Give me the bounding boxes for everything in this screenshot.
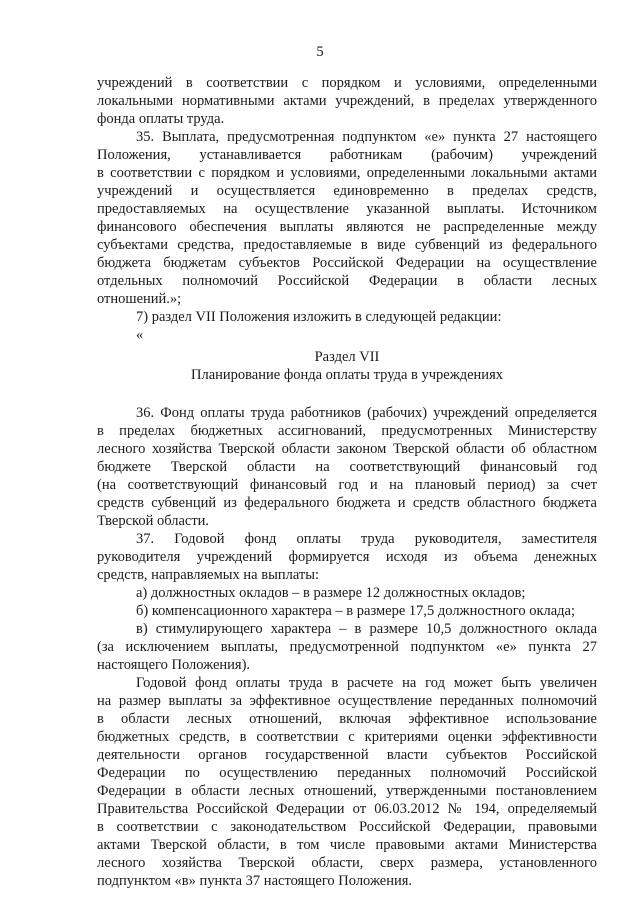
paragraph-p37 <box>97 530 597 674</box>
text-line: лесного хозяйства Тверской области, сверх размера, установленного <box>97 855 597 871</box>
paragraph-p36 <box>97 404 597 530</box>
document-body <box>97 74 597 890</box>
text-line: деятельности органов государственной власти субъектов Российской <box>97 747 597 763</box>
text-line: 37. Годовой фонд оплаты труда руководителя, заместителя <box>136 531 597 547</box>
text-line: бюджете Тверской области на соответствующий финансовый год <box>97 459 597 475</box>
text-line: 36. Фонд оплаты труда работников (рабочих) учреждений определяется <box>136 405 597 421</box>
text-line: Годовой фонд оплаты труда в расчете на год может быть увеличен <box>136 675 597 691</box>
text-line: средств субвенций из федерального бюджета и средств областного бюджета <box>97 495 597 511</box>
text-line: 7) раздел VII Положения изложить в следующей редакции: <box>136 309 502 325</box>
text-line: в соответствии с законодательством Российской Федерации, правовыми <box>97 819 597 835</box>
text-block-before-section <box>97 74 597 344</box>
text-line: Правительства Российской Федерации от 06.03.2012 № 194, определяемый <box>97 801 597 817</box>
text-line: учреждений в соответствии с порядком и условиями, определенными <box>97 75 597 91</box>
text-line: на размер выплаты за эффективное осуществление переданных полномочий <box>97 693 597 709</box>
text-line: (за исключением выплаты, предусмотренной подпунктом «е» пункта 27 <box>97 639 597 655</box>
text-line: в) стимулирующего характера – в размере 10,5 должностного оклада <box>136 621 597 637</box>
paragraph-p_cont <box>97 74 597 128</box>
text-line: Федерации по осуществлению переданных полномочий Российской <box>97 765 597 781</box>
text-line: субъектами средства, предоставляемые в виде субвенций из федерального <box>97 237 597 253</box>
text-line: бюджетных средств, в соответствии с критериями оценки эффективности <box>97 729 597 745</box>
text-line: а) должностных окладов – в размере 12 должностных окладов; <box>136 585 526 601</box>
text-line: локальными нормативными актами учреждений, в пределах утвержденного <box>97 93 597 109</box>
text-line: руководителя учреждений формируется исходя из объема денежных <box>97 549 597 565</box>
text-line: (на соответствующий финансовый год и на плановый период) за счет <box>97 477 597 493</box>
text-line: бюджета бюджетам субъектов Российской Федерации на осуществление <box>97 255 597 271</box>
section-subtitle: Планирование фонда оплаты труда в учреждениях <box>190 367 503 383</box>
text-line: лесного хозяйства Тверской области законом Тверской области об областном <box>97 441 597 457</box>
text-line: предоставляемых на осуществление указанной выплаты. Источником <box>97 201 597 217</box>
paragraph-p35 <box>97 128 597 308</box>
text-line: финансового обеспечения выплаты являются не распределенные между <box>97 219 597 235</box>
text-line: Федерации в области лесных отношений, утвержденными постановлением <box>97 783 597 799</box>
text-line: « <box>136 327 144 343</box>
text-block-after-section <box>97 404 597 890</box>
text-line: актами Тверской области, в том числе правовыми актами Министерства <box>97 837 597 853</box>
text-line: настоящего Положения). <box>97 657 251 673</box>
paragraph-p7 <box>97 308 597 344</box>
text-line: б) компенсационного характера – в размере 17,5 должностного оклада; <box>136 603 576 619</box>
section-gap-bottom <box>97 384 597 404</box>
text-line: средств, направляемых на выплаты: <box>97 567 319 583</box>
text-line: учреждений и осуществляется единовременно в пределах средств, <box>97 183 597 199</box>
section-title: Раздел VII <box>314 349 380 365</box>
text-line: подпунктом «в» пункта 37 настоящего Положения. <box>97 873 413 889</box>
text-line: Положения, устанавливается работникам (рабочим) учреждений <box>97 147 597 163</box>
text-line: в пределах бюджетных ассигнований, предусмотренных Министерству <box>97 423 597 439</box>
text-line: Тверской области. <box>97 513 210 529</box>
text-line: в области лесных отношений, включая эффективное использование <box>97 711 597 727</box>
text-line: 35. Выплата, предусмотренная подпунктом «е» пункта 27 настоящего <box>136 129 597 145</box>
text-line: отношений.»; <box>97 291 182 307</box>
text-line: отдельных полномочий Российской Федерации в области лесных <box>97 273 597 289</box>
text-line: фонда оплаты труда. <box>97 111 225 127</box>
paragraph-p_fund <box>97 674 597 890</box>
text-line: в соответствии с порядком и условиями, определенными локальными актами <box>97 165 597 181</box>
page-number: 5 <box>316 44 324 60</box>
